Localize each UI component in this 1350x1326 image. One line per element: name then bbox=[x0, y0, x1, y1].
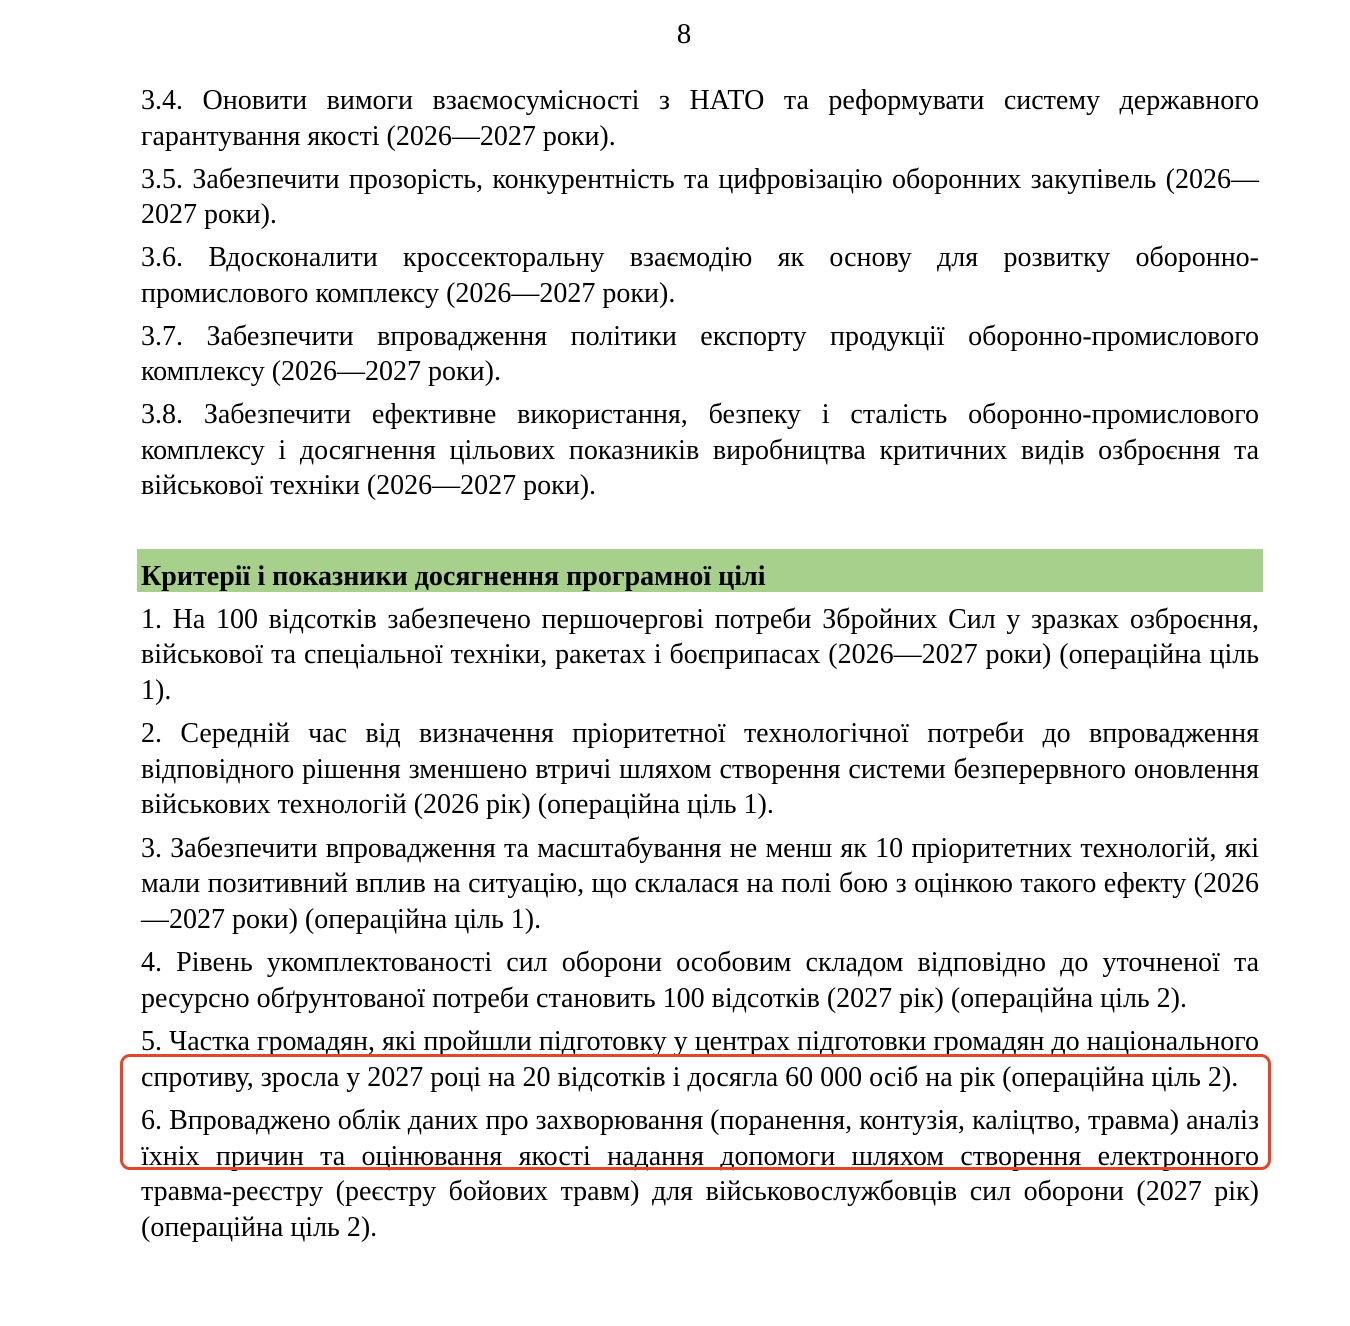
criterion-text: Середній час від визначення пріоритетної технологічної потреби до впровадження відповідного рішення зменшено втричі шляхом створення системи безперервного оновлення військових технологій (2026 рік) (операційна ціль 1). bbox=[141, 718, 1259, 820]
task-item bbox=[141, 240, 1259, 311]
document-body bbox=[141, 83, 1259, 1253]
task-number: 3.7. bbox=[141, 320, 183, 352]
criterion-item bbox=[141, 945, 1259, 1016]
criterion-number: 3. bbox=[141, 832, 162, 864]
task-number: 3.5. bbox=[141, 163, 183, 195]
task-text: Забезпечити ефективне використання, безпеку і сталість оборонно-промислового комплексу і досягнення цільових показників виробництва критичних видів озброєння та військової техніки (2026—2027 роки). bbox=[141, 399, 1260, 501]
task-item bbox=[141, 397, 1259, 504]
criterion-number: 6. bbox=[141, 1105, 162, 1136]
criterion-number: 4. bbox=[141, 947, 162, 978]
criterion-text: Забезпечити впровадження та масштабування не менш як 10 пріоритетних технологій, які мали позитивний вплив на ситуацію, що склалася на полі бою з оцінкою такого ефекту (2026—2027 роки) (операційна ціль 1). bbox=[141, 832, 1259, 935]
task-number: 3.4. bbox=[141, 85, 183, 116]
task-text: Оновити вимоги взаємосумісності з НАТО та реформувати систему державного гарантування якості (2026—2027 роки). bbox=[141, 85, 1259, 152]
task-number: 3.8. bbox=[141, 399, 183, 430]
criterion-text: На 100 відсотків забезпечено першочергові потреби Збройних Сил у зразках озброєння, військової та спеціальної техніки, ракетах і боєприпасах (2026—2027 роки) (операційна ціль 1). bbox=[141, 603, 1259, 706]
criterion-item bbox=[141, 1103, 1259, 1245]
criterion-number: 1. bbox=[141, 603, 162, 635]
criterion-number: 5. bbox=[141, 1026, 162, 1057]
task-text: Забезпечити впровадження політики експорту продукції оборонно-промислового комплексу (2026—2027 роки). bbox=[141, 320, 1260, 387]
page-number: 8 bbox=[676, 18, 692, 50]
task-item bbox=[141, 162, 1259, 233]
task-text: Вдосконалити кроссекторальну взаємодію як основу для розвитку оборонно-промислового комплексу (2026—2027 роки). bbox=[141, 242, 1260, 309]
criterion-text: Рівень укомплектованості сил оборони особовим складом відповідно до уточненої та ресурсно обґрунтованої потреби становить 100 відсотків (2027 рік) (операційна ціль 2). bbox=[141, 947, 1260, 1014]
task-item bbox=[141, 83, 1259, 154]
section-heading: Критерії і показники досягнення програмної цілі bbox=[137, 549, 1263, 592]
criterion-text: Частка громадян, які пройшли підготовку у центрах підготовки громадян до національного спротиву, зросла у 2027 році на 20 відсотків і досягла 60 000 осіб на рік (операційна ціль 2). bbox=[141, 1026, 1259, 1093]
criterion-text: Впроваджено облік даних про захворювання (поранення, контузія, каліцтво, травма) аналіз їхніх причин та оцінювання якості надання допомоги шляхом створення електронного травма-реєстру (реєстру бойових травм) для військовослужбовців сил оборони (2027 рік) (операційна ціль 2). bbox=[141, 1105, 1260, 1243]
criteria-list bbox=[141, 602, 1259, 1246]
task-text: Забезпечити прозорість, конкурентність та цифровізацію оборонних закупівель (2026—2027 роки). bbox=[141, 163, 1260, 230]
criterion-item bbox=[141, 602, 1259, 709]
criterion-item bbox=[141, 831, 1259, 938]
criterion-number: 2. bbox=[141, 718, 162, 749]
criterion-item-highlighted bbox=[141, 1024, 1259, 1095]
criterion-item bbox=[141, 716, 1259, 823]
task-number: 3.6. bbox=[141, 242, 183, 273]
task-item bbox=[141, 319, 1259, 390]
task-list bbox=[141, 83, 1259, 504]
